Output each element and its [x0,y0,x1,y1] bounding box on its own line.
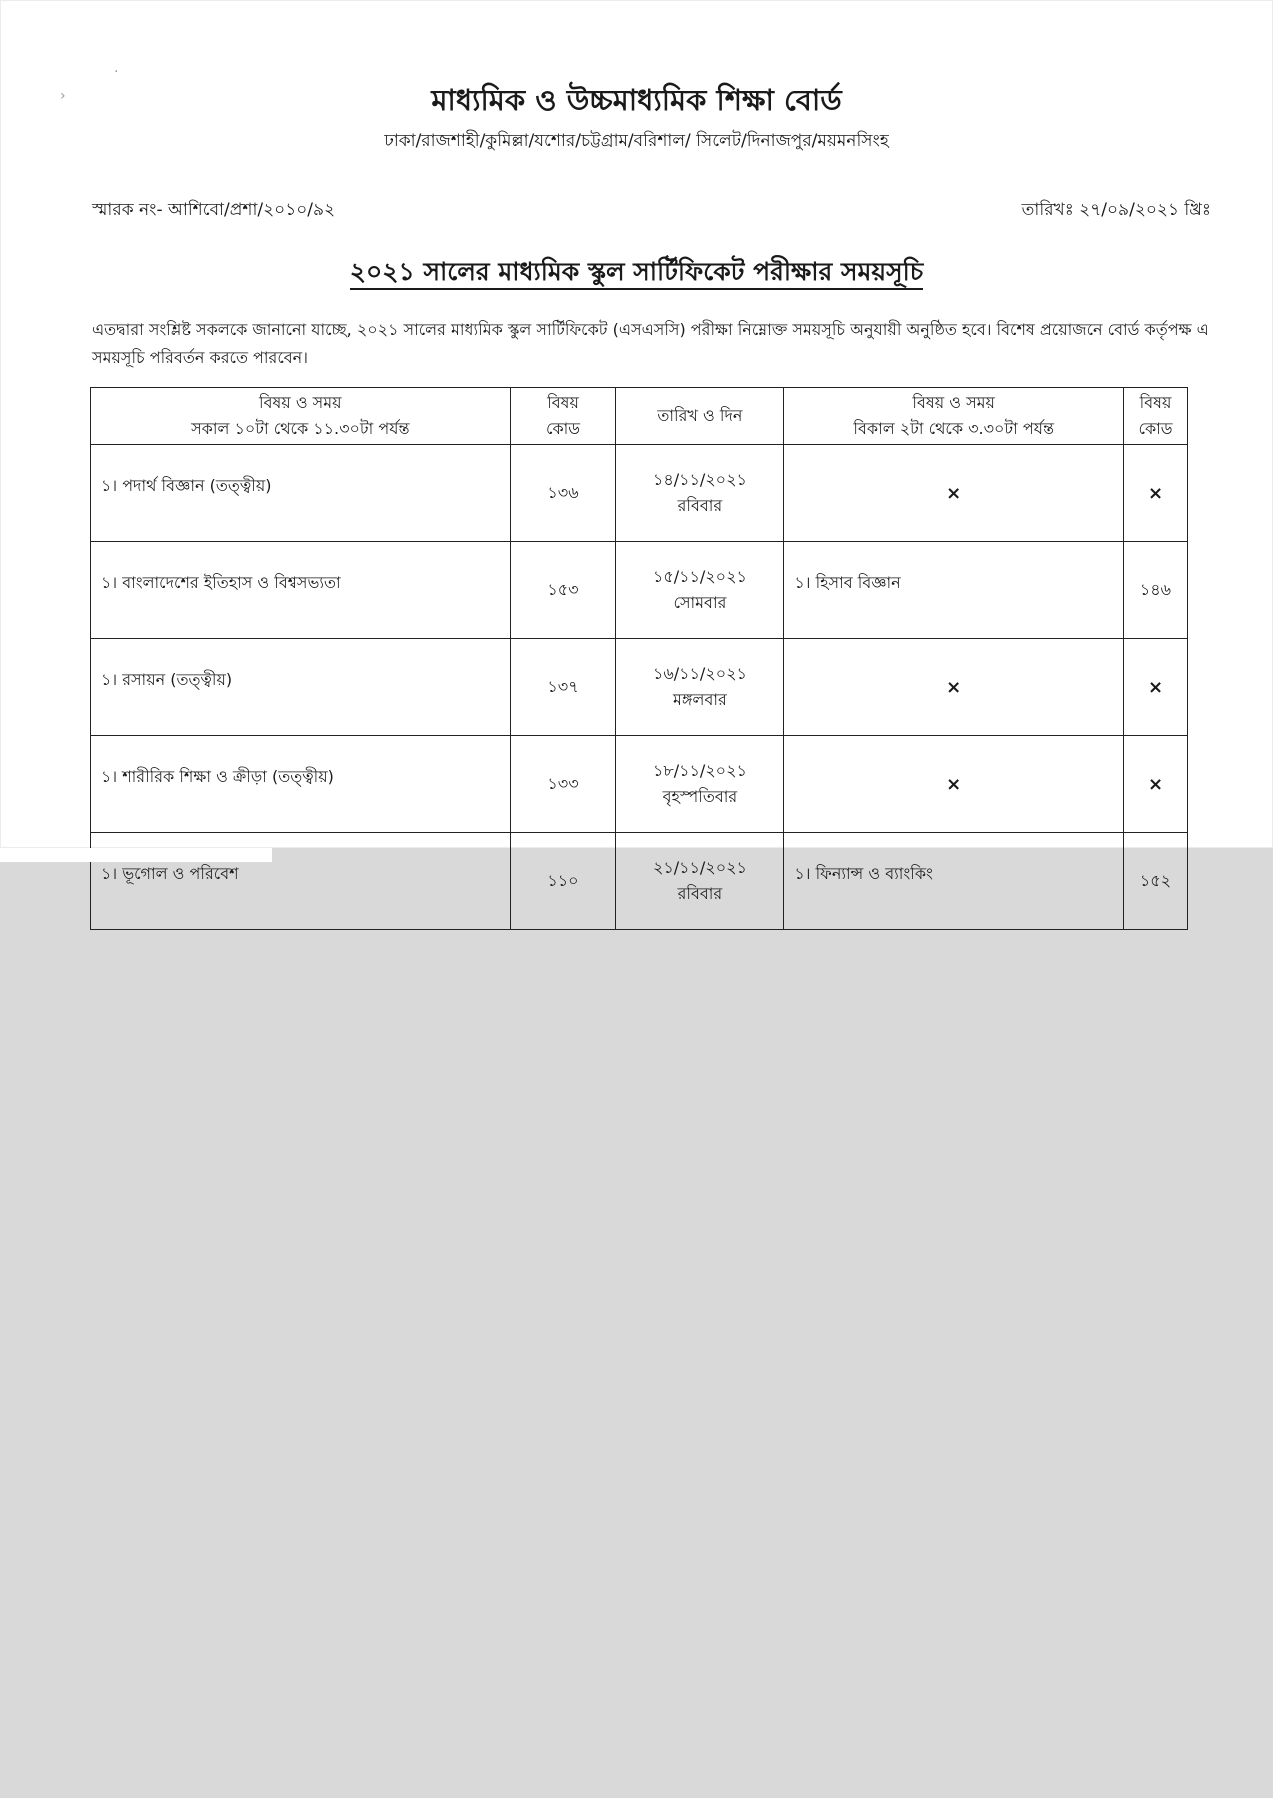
table-row [91,542,1188,639]
header-line: বিষয় [547,393,579,412]
header-afternoon-subject [784,388,1124,445]
scan-speck: › [60,88,66,104]
afternoon-subject-cell: ১। হিসাব বিজ্ঞান [784,542,1124,639]
date-day-cell [616,639,784,736]
header-morning-code [510,388,616,445]
exam-date: ২১/১১/২০২১ [652,858,747,877]
table-row [91,445,1188,542]
notice-paragraph: এতদ্বারা সংশ্লিষ্ট সকলকে জানানো যাচ্ছে, ২০২১ সালের মাধ্যমিক স্কুল সার্টিফিকেট (এসএসসি) পরীক্ষা নিম্নোক্ত সময়সূচি অনুযায়ী অনুষ্ঠিত হবে। বিশেষ প্রয়োজনে বোর্ড কর্তৃপক্ষ এ সময়সূচি পরিবর্তন করতে পারবেন। [92,320,1209,367]
exam-date: ১৮/১১/২০২১ [652,761,747,780]
morning-code-cell: ১৩৩ [510,736,616,833]
morning-subject-cell: ১। বাংলাদেশের ইতিহাস ও বিশ্বসভ্যতা [91,542,511,639]
header-afternoon-code [1124,388,1188,445]
exam-day: সোমবার [673,593,727,612]
header-line: বিষয় ও সময় [259,393,342,412]
table-row [91,736,1188,833]
table-row [91,639,1188,736]
header-line: কোড [1138,419,1173,438]
morning-code-cell: ১৩৭ [510,639,616,736]
date-day-cell [616,542,784,639]
table-header-row [91,388,1188,445]
memo-number: স্মারক নং- আশিবো/প্রশা/২০১০/৯২ [92,200,336,220]
afternoon-code-cell: × [1124,639,1188,736]
exam-date: ১৫/১১/২০২১ [652,567,747,586]
scan-speck: · [114,64,119,80]
header-line: সকাল ১০টা থেকে ১১.৩০টা পর্যন্ত [191,419,410,438]
document-title-text: ২০২১ সালের মাধ্যমিক স্কুল সার্টিফিকেট পরীক্ষার সময়সূচি [350,257,923,290]
morning-code-cell: ১৩৬ [510,445,616,542]
afternoon-code-cell: ১৫২ [1124,833,1188,930]
date-day-cell [616,736,784,833]
header-line: বিষয় [1139,393,1172,412]
boards-list: ঢাকা/রাজশাহী/কুমিল্লা/যশোর/চট্টগ্রাম/বরিশাল/ সিলেট/দিনাজপুর/ময়মনসিংহ [384,131,889,151]
date-day-cell [616,833,784,930]
paper-edge [0,848,272,862]
document-title [0,252,1273,295]
afternoon-code-cell: ১৪৬ [1124,542,1188,639]
morning-code-cell: ১৫৩ [510,542,616,639]
header-line: বিকাল ২টা থেকে ৩.৩০টা পর্যন্ত [853,419,1054,438]
exam-day: মঙ্গলবার [673,690,727,709]
morning-subject-cell: ১। রসায়ন (তত্ত্বীয়) [91,639,511,736]
morning-code-cell: ১১০ [510,833,616,930]
afternoon-subject-cell: × [784,736,1124,833]
header-line: কোড [545,419,581,438]
afternoon-subject-cell: × [784,639,1124,736]
exam-date: ১৬/১১/২০২১ [652,664,747,683]
morning-subject-cell: ১। ভূগোল ও পরিবেশ [91,833,511,930]
exam-day: রবিবার [677,496,723,515]
date-day-cell [616,445,784,542]
exam-day: বৃহস্পতিবার [662,787,738,806]
morning-subject-cell: ১। শারীরিক শিক্ষা ও ক্রীড়া (তত্ত্বীয়) [91,736,511,833]
morning-subject-cell: ১। পদার্থ বিজ্ঞান (তত্ত্বীয়) [91,445,511,542]
afternoon-subject-cell: × [784,445,1124,542]
header-morning-subject [91,388,511,445]
exam-date: ১৪/১১/২০২১ [652,470,747,489]
afternoon-subject-cell: ১। ফিন্যান্স ও ব্যাংকিং [784,833,1124,930]
afternoon-code-cell: × [1124,445,1188,542]
issue-date: তারিখঃ ২৭/০৯/২০২১ খ্রিঃ [1021,200,1211,220]
exam-day: রবিবার [677,884,723,903]
header-date-day: তারিখ ও দিন [616,388,784,445]
afternoon-code-cell: × [1124,736,1188,833]
board-name: মাধ্যমিক ও উচ্চমাধ্যমিক শিক্ষা বোর্ড [431,83,842,117]
header-line: বিষয় ও সময় [912,393,995,412]
